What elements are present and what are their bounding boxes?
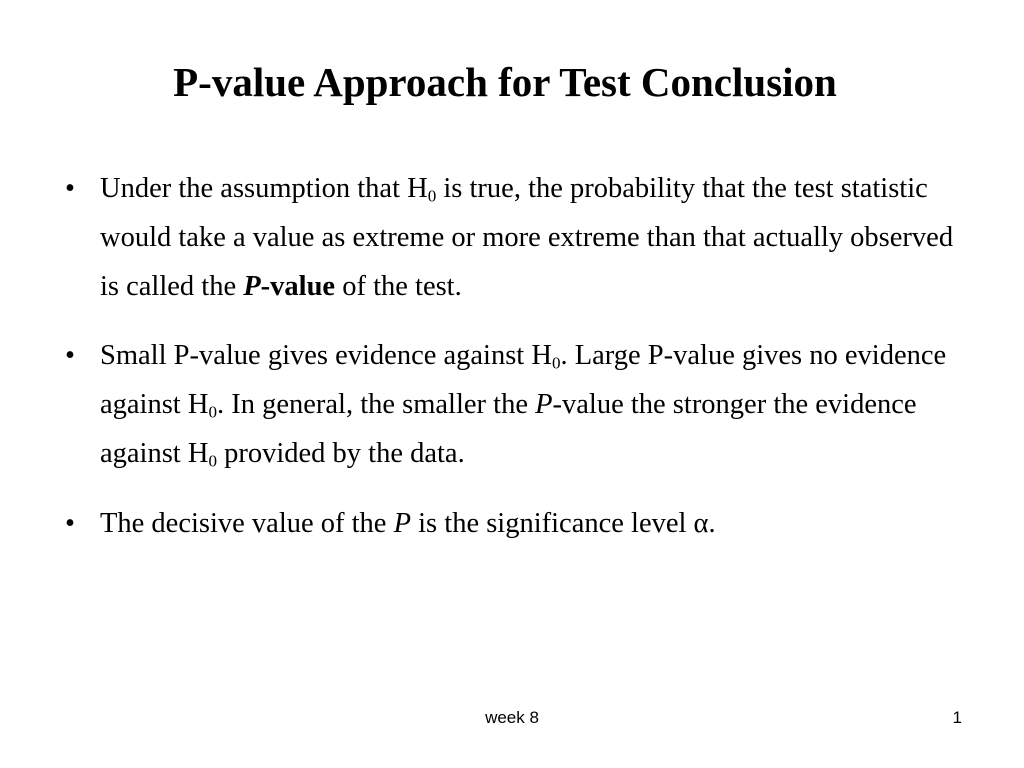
- subscript: 0: [551, 353, 561, 373]
- bullet-text: provided by the data.: [216, 438, 465, 469]
- bullet-text: Under the assumption that H: [100, 173, 428, 204]
- bullet-decisive-value: [60, 499, 960, 548]
- bullet-text: . Large P-value gives no evidence against H: [100, 340, 947, 420]
- italic-p: P: [393, 508, 412, 539]
- bullet-text: of the test.: [335, 271, 462, 302]
- bullet-marker: •: [65, 173, 75, 204]
- bullet-text: .: [708, 508, 716, 539]
- bullet-text: is the significance level: [411, 508, 694, 539]
- pvalue-term-p: P: [243, 271, 261, 302]
- bullet-list: [60, 164, 960, 568]
- slide-title: P-value Approach for Test Conclusion: [173, 59, 837, 105]
- bullet-pvalue-definition: [60, 164, 960, 311]
- bullet-text: -value the stronger the evidence against H: [100, 389, 917, 469]
- italic-p: P: [535, 389, 553, 420]
- bullet-marker: •: [65, 508, 75, 539]
- bullet-text: The decisive value of the: [100, 508, 394, 539]
- footer-week-label: week 8: [485, 708, 539, 727]
- bullet-text: is true, the probability that the test statistic would take a value as extreme or more extreme than that actually observed is called the: [100, 173, 954, 302]
- subscript: 0: [208, 402, 217, 422]
- subscript: 0: [208, 451, 217, 471]
- pvalue-term-rest: -value: [260, 271, 336, 302]
- pvalue-term: [243, 271, 335, 302]
- bullet-evidence: [60, 331, 960, 478]
- subscript: 0: [427, 186, 437, 206]
- bullet-text: Small P-value gives evidence against H: [100, 340, 552, 371]
- bullet-marker: •: [65, 340, 75, 371]
- slide-number: 1: [952, 708, 962, 727]
- bullet-text: . In general, the smaller the: [216, 389, 536, 420]
- alpha-symbol: α: [693, 508, 709, 539]
